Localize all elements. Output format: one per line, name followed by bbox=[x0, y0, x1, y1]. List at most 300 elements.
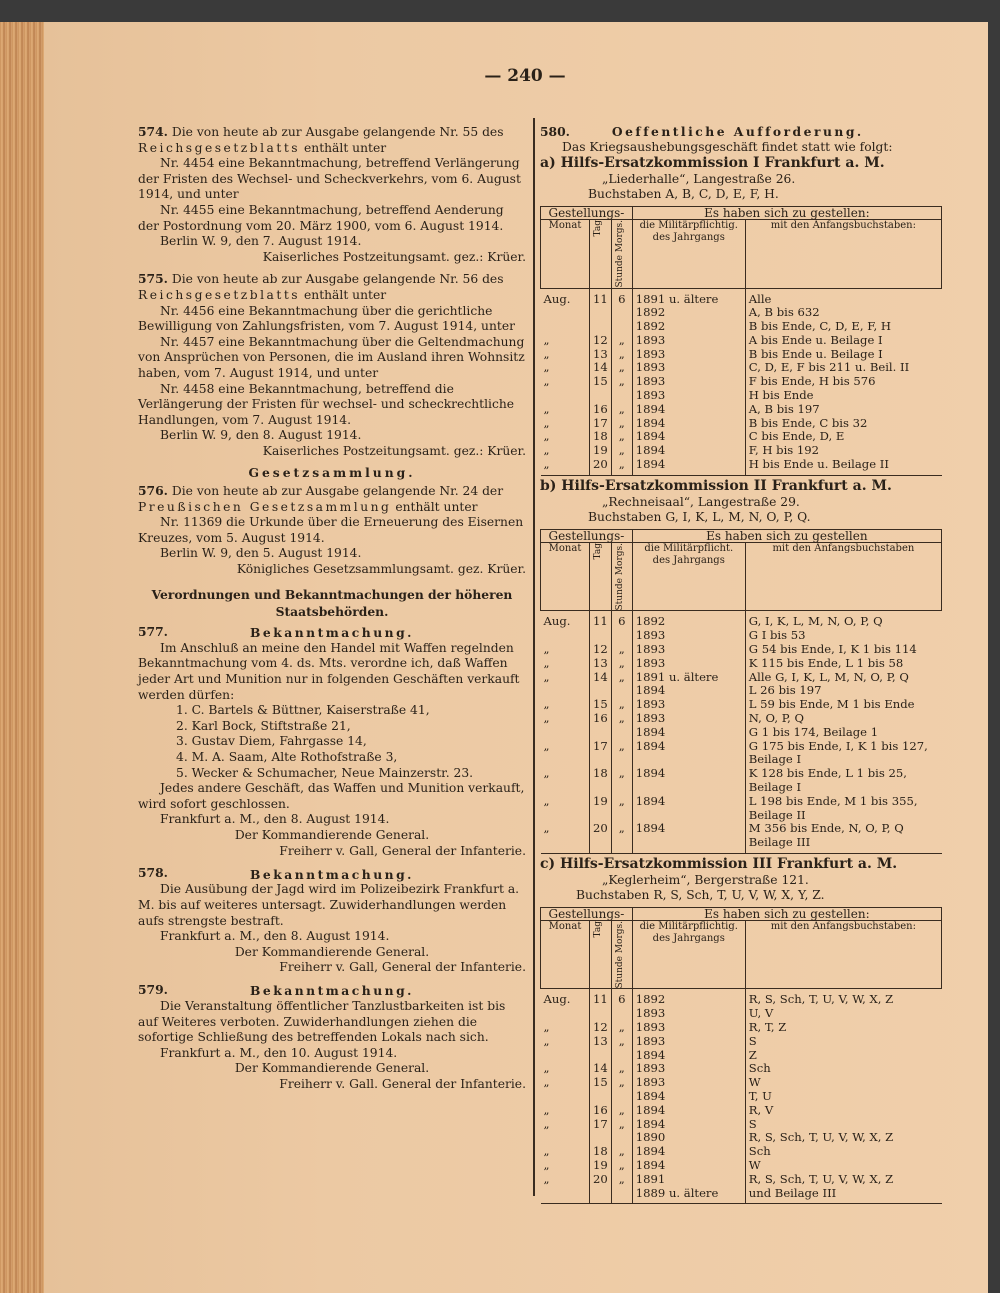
signature: Kaiserliches Postzeitungsamt. gez.: Krüer. bbox=[262, 249, 526, 264]
cell-buchstaben: N, O, P, Q bbox=[748, 710, 805, 725]
cell-monat: „ bbox=[541, 671, 590, 685]
cell-buchstaben: C bis Ende, D, E bbox=[748, 429, 845, 444]
cell-monat: „ bbox=[541, 1062, 590, 1076]
cell-monat: „ bbox=[541, 348, 590, 362]
section-577 bbox=[138, 624, 526, 860]
cell-buchstaben: B bis Ende u. Beilage I bbox=[748, 346, 883, 361]
table-row bbox=[541, 684, 942, 698]
cell-buchstaben: K 115 bis Ende, L 1 bis 58 bbox=[748, 655, 904, 670]
cell-buchstaben: Alle G, I, K, L, M, N, O, P, Q bbox=[748, 669, 909, 684]
cell-tag: 12 bbox=[590, 334, 612, 348]
cell-stunde: „ bbox=[611, 712, 632, 726]
cell-jahrgang: 1892 bbox=[632, 611, 745, 629]
cell-monat bbox=[541, 629, 590, 643]
right-column bbox=[540, 124, 942, 1206]
cell-stunde bbox=[611, 629, 632, 643]
source-title: Reichsgesetzblatts bbox=[138, 140, 301, 155]
cell-stunde bbox=[611, 1131, 632, 1145]
cell-monat bbox=[541, 684, 590, 698]
cell-tag: 17 bbox=[590, 1118, 612, 1132]
cell-stunde: „ bbox=[611, 1021, 632, 1035]
cell-stunde: „ bbox=[611, 1104, 632, 1118]
cell-tag: 19 bbox=[590, 444, 612, 458]
header-tag: Tag bbox=[593, 220, 603, 237]
cell-tag bbox=[590, 1007, 612, 1021]
table-row bbox=[541, 1159, 942, 1173]
place-date: Berlin W. 9, den 7. August 1914. bbox=[160, 234, 362, 249]
header-haben: Es haben sich zu gestellen: bbox=[632, 207, 941, 220]
cell-jahrgang: 1894 bbox=[632, 458, 745, 475]
place-date: Berlin W. 9, den 8. August 1914. bbox=[160, 428, 362, 443]
cell-jahrgang: 1893 bbox=[632, 698, 745, 712]
section-number: 574. bbox=[138, 124, 168, 139]
cell-jahrgang: 1893 bbox=[632, 1021, 745, 1035]
cell-monat: Aug. bbox=[541, 989, 590, 1007]
cell-jahrgang: 1893 bbox=[632, 1007, 745, 1021]
cell-stunde: „ bbox=[611, 1159, 632, 1173]
header-stunde: Stunde Morgs. bbox=[614, 542, 625, 611]
table-row bbox=[541, 767, 942, 795]
cell-buchstaben: U, V bbox=[748, 1006, 774, 1021]
cell-jahrgang: 1893 bbox=[632, 657, 745, 671]
cell-tag: 12 bbox=[590, 1021, 612, 1035]
cell-buchstaben: A, B bis 632 bbox=[748, 305, 820, 320]
cell-stunde: „ bbox=[611, 795, 632, 823]
cell-buchstaben: R, V bbox=[748, 1102, 774, 1117]
cell-buchstaben: Sch bbox=[748, 1144, 771, 1159]
cell-tag: 18 bbox=[590, 767, 612, 795]
cell-stunde: 6 bbox=[611, 989, 632, 1007]
cell-tag bbox=[590, 1187, 612, 1204]
table-row bbox=[541, 334, 942, 348]
cell-jahrgang: 1894 bbox=[632, 1145, 745, 1159]
cell-stunde bbox=[611, 1187, 632, 1204]
cell-monat: „ bbox=[541, 1145, 590, 1159]
cell-stunde: „ bbox=[611, 643, 632, 657]
cell-monat bbox=[541, 1131, 590, 1145]
place-date: Frankfurt a. M., den 8. August 1914. bbox=[160, 812, 390, 827]
cell-monat: „ bbox=[541, 375, 590, 389]
cell-jahrgang: 1893 bbox=[632, 1076, 745, 1090]
cell-buchstaben: M 356 bis Ende, N, O, P, Q Beilage III bbox=[745, 822, 941, 853]
section-number: 575. bbox=[138, 271, 168, 287]
cell-tag: 18 bbox=[590, 430, 612, 444]
table-row bbox=[541, 417, 942, 431]
table-row bbox=[541, 389, 942, 403]
table-row bbox=[541, 1104, 942, 1118]
table-row bbox=[541, 288, 942, 306]
header-gestellungs: Gestellungs- bbox=[541, 529, 633, 542]
header-gestellungs: Gestellungs- bbox=[541, 207, 633, 220]
section-title: Bekanntmachung. bbox=[250, 625, 414, 641]
section-number: 578. bbox=[138, 865, 168, 881]
section-number: 577. bbox=[138, 623, 168, 639]
section-intro: Das Kriegsaushebungsgeschäft findet statt wie folgt: bbox=[562, 140, 893, 154]
office: Der Kommandierende General. bbox=[234, 1061, 430, 1076]
table-commission-a bbox=[540, 206, 942, 476]
section-574 bbox=[138, 124, 526, 265]
cell-buchstaben: B bis Ende, C, D, E, F, H bbox=[748, 319, 891, 334]
table-row bbox=[541, 1049, 942, 1063]
cell-jahrgang: 1894 bbox=[632, 1090, 745, 1104]
cell-monat: Aug. bbox=[541, 288, 590, 306]
cell-monat bbox=[541, 306, 590, 320]
cell-stunde: „ bbox=[611, 1035, 632, 1049]
table-body-b bbox=[541, 611, 942, 854]
table-row bbox=[541, 348, 942, 362]
cell-buchstaben: R, T, Z bbox=[748, 1020, 787, 1034]
cell-jahrgang: 1894 bbox=[632, 684, 745, 698]
section-title: Bekanntmachung. bbox=[250, 983, 414, 999]
signature: Freiherr v. Gall, General der Infanterie. bbox=[279, 960, 526, 975]
section-575 bbox=[138, 271, 526, 459]
list-item: 4. M. A. Saam, Alte Rothofstraße 3, bbox=[176, 749, 398, 764]
cell-tag: 14 bbox=[590, 671, 612, 685]
cell-buchstaben: R, S, Sch, T, U, V, W, X, Z bbox=[748, 1130, 894, 1145]
cell-tag: 11 bbox=[590, 989, 612, 1007]
section-intro: Die von heute ab zur Ausgabe gelangende Nr. 55 des bbox=[171, 125, 504, 139]
table-row bbox=[541, 361, 942, 375]
cell-buchstaben: S bbox=[748, 1033, 757, 1048]
cell-buchstaben: F, H bis 192 bbox=[748, 443, 820, 458]
cell-jahrgang: 1893 bbox=[632, 712, 745, 726]
cell-buchstaben: S bbox=[748, 1116, 757, 1131]
cell-jahrgang: 1891 bbox=[632, 1173, 745, 1187]
cell-stunde bbox=[611, 306, 632, 320]
item-text: Nr. 11369 die Urkunde über die Erneuerung des Eisernen Kreuzes, vom 5. August 1914. bbox=[138, 515, 524, 545]
header-buchstaben: mit den Anfangsbuchstaben: bbox=[745, 920, 941, 989]
cell-stunde: „ bbox=[611, 1145, 632, 1159]
table-row bbox=[541, 1062, 942, 1076]
cell-monat: „ bbox=[541, 1173, 590, 1187]
cell-stunde bbox=[611, 1007, 632, 1021]
section-intro: Die von heute ab zur Ausgabe gelangende Nr. 24 der bbox=[171, 484, 504, 499]
section-title: Bekanntmachung. bbox=[250, 866, 414, 882]
cell-tag bbox=[590, 389, 612, 403]
cell-stunde bbox=[611, 684, 632, 698]
table-row bbox=[541, 1173, 942, 1187]
cell-monat: „ bbox=[541, 698, 590, 712]
cell-monat bbox=[541, 389, 590, 403]
section-579 bbox=[138, 982, 526, 1093]
cell-monat: „ bbox=[541, 767, 590, 795]
table-commission-c bbox=[540, 907, 942, 1204]
cell-stunde: „ bbox=[611, 348, 632, 362]
commission-c-place: „Keglerheim“, Bergerstraße 121. bbox=[602, 872, 809, 887]
section-title: Oeffentliche Aufforderung. bbox=[611, 124, 864, 139]
cell-buchstaben: H bis Ende u. Beilage II bbox=[745, 458, 941, 475]
table-row bbox=[541, 1090, 942, 1104]
table-row bbox=[541, 795, 942, 823]
cell-tag: 15 bbox=[590, 1076, 612, 1090]
cell-tag bbox=[590, 320, 612, 334]
cell-monat: „ bbox=[541, 822, 590, 853]
cell-monat: „ bbox=[541, 1076, 590, 1090]
cell-jahrgang: 1894 bbox=[632, 1159, 745, 1173]
cell-tag: 14 bbox=[590, 361, 612, 375]
cell-jahrgang: 1893 bbox=[632, 334, 745, 348]
cell-buchstaben: W bbox=[748, 1075, 761, 1090]
table-row bbox=[541, 1076, 942, 1090]
cell-monat: „ bbox=[541, 1035, 590, 1049]
cell-monat: „ bbox=[541, 795, 590, 823]
item-text: Nr. 4458 eine Bekanntmachung, betreffend die Verlängerung der Fristen für wechsel- und scheckrechtliche Handlungen, vom 7. August 1914. bbox=[138, 381, 515, 427]
cell-tag: 14 bbox=[590, 1062, 612, 1076]
header-gestellungs: Gestellungs- bbox=[541, 907, 633, 920]
cell-tag: 16 bbox=[590, 1104, 612, 1118]
cell-tag: 17 bbox=[590, 740, 612, 768]
table-row bbox=[541, 822, 942, 853]
header-jahrgang: die Militärpflichtig. des Jahrgangs bbox=[632, 920, 745, 989]
cell-tag: 13 bbox=[590, 1035, 612, 1049]
cell-tag bbox=[590, 306, 612, 320]
list-item: 5. Wecker & Schumacher, Neue Mainzerstr. 23. bbox=[176, 765, 474, 780]
signature: Königliches Gesetzsammlungsamt. gez. Krüer. bbox=[236, 562, 526, 577]
cell-tag: 15 bbox=[590, 698, 612, 712]
cell-tag: 19 bbox=[590, 1159, 612, 1173]
table-row bbox=[541, 1035, 942, 1049]
cell-buchstaben: und Beilage III bbox=[745, 1187, 941, 1204]
cell-jahrgang: 1894 bbox=[632, 822, 745, 853]
page-number: — 240 — bbox=[484, 66, 566, 86]
cell-stunde: „ bbox=[611, 740, 632, 768]
cell-tag: 20 bbox=[590, 822, 612, 853]
cell-monat: „ bbox=[541, 430, 590, 444]
cell-jahrgang: 1889 u. ältere bbox=[632, 1187, 745, 1204]
cell-buchstaben: G, I, K, L, M, N, O, P, Q bbox=[748, 614, 883, 629]
table-row bbox=[541, 698, 942, 712]
table-row bbox=[541, 1118, 942, 1132]
cell-stunde: „ bbox=[611, 1062, 632, 1076]
section-intro-tail: enthält unter bbox=[395, 499, 478, 514]
cell-tag: 11 bbox=[590, 611, 612, 629]
cell-buchstaben: A, B bis 197 bbox=[748, 401, 820, 416]
commission-b-letters: Buchstaben G, I, K, L, M, N, O, P, Q. bbox=[588, 509, 811, 524]
cell-monat: Aug. bbox=[541, 611, 590, 629]
cell-monat: „ bbox=[541, 417, 590, 431]
table-row bbox=[541, 712, 942, 726]
cell-tag: 18 bbox=[590, 1145, 612, 1159]
item-text: Nr. 4457 eine Bekanntmachung über die Geltendmachung von Ansprüchen von Personen, die im Ausland ihren Wohnsitz haben, vom 7. August 1914, und unter bbox=[138, 334, 525, 380]
table-row bbox=[541, 657, 942, 671]
section-text: Die Veranstaltung öffentlicher Tanzlustbarkeiten ist bis auf Weiteres verboten. Zuwiderhandlungen ziehen die sofortige Schließung des betreffenden Lokals nach sich. bbox=[138, 999, 506, 1045]
table-commission-b bbox=[540, 529, 942, 854]
heading-verordnungen: Verordnungen und Bekanntmachungen der höheren Staatsbehörden. bbox=[151, 586, 513, 619]
signature: Freiherr v. Gall, General der Infanterie. bbox=[279, 843, 526, 858]
header-stunde: Stunde Morgs. bbox=[614, 920, 625, 989]
header-haben: Es haben sich zu gestellen bbox=[632, 529, 941, 542]
section-578 bbox=[138, 865, 526, 976]
cell-jahrgang: 1894 bbox=[632, 430, 745, 444]
column-divider bbox=[533, 118, 535, 1196]
section-intro-tail: enthält unter bbox=[304, 287, 387, 302]
section-576 bbox=[138, 483, 526, 578]
cell-buchstaben: W bbox=[748, 1157, 761, 1172]
cell-buchstaben: C, D, E, F bis 211 u. Beil. II bbox=[748, 360, 910, 375]
cell-jahrgang: 1893 bbox=[632, 361, 745, 375]
table-row bbox=[541, 375, 942, 389]
cell-stunde: „ bbox=[611, 657, 632, 671]
cell-tag bbox=[590, 1131, 612, 1145]
cell-monat bbox=[541, 1090, 590, 1104]
cell-monat: „ bbox=[541, 458, 590, 475]
signature: Freiherr v. Gall. General der Infanterie. bbox=[279, 1077, 526, 1092]
cell-jahrgang: 1894 bbox=[632, 1049, 745, 1063]
cell-buchstaben: G I bis 53 bbox=[748, 628, 806, 643]
table-row bbox=[541, 1145, 942, 1159]
section-text: Jedes andere Geschäft, das Waffen und Munition verkauft, wird sofort geschlossen. bbox=[138, 781, 525, 811]
table-row bbox=[541, 989, 942, 1007]
cell-jahrgang: 1891 u. ältere bbox=[632, 671, 745, 685]
table-body-c bbox=[541, 989, 942, 1204]
table-row bbox=[541, 740, 942, 768]
cell-monat: „ bbox=[541, 712, 590, 726]
cell-jahrgang: 1892 bbox=[632, 989, 745, 1007]
section-intro-tail: enthält unter bbox=[304, 140, 387, 155]
cell-stunde: „ bbox=[611, 375, 632, 389]
cell-tag: 15 bbox=[590, 375, 612, 389]
cell-monat bbox=[541, 1049, 590, 1063]
cell-stunde: „ bbox=[611, 430, 632, 444]
cell-tag: 19 bbox=[590, 795, 612, 823]
cell-tag: 20 bbox=[590, 458, 612, 475]
cell-buchstaben: K 128 bis Ende, L 1 bis 25, Beilage I bbox=[748, 766, 907, 794]
cell-stunde: „ bbox=[611, 671, 632, 685]
cell-stunde: „ bbox=[611, 698, 632, 712]
cell-buchstaben: T, U bbox=[748, 1088, 772, 1103]
cell-monat bbox=[541, 726, 590, 740]
commission-a-title: a) Hilfs-Ersatzkommission I Frankfurt a. M. bbox=[540, 155, 885, 171]
table-row bbox=[541, 458, 942, 475]
cell-buchstaben: G 1 bis 174, Beilage 1 bbox=[748, 724, 879, 739]
cell-tag: 16 bbox=[590, 712, 612, 726]
cell-monat bbox=[541, 320, 590, 334]
cell-tag: 17 bbox=[590, 417, 612, 431]
cell-monat: „ bbox=[541, 1118, 590, 1132]
cell-monat: „ bbox=[541, 740, 590, 768]
table-row bbox=[541, 403, 942, 417]
header-monat: Monat bbox=[541, 220, 590, 289]
table-row bbox=[541, 1131, 942, 1145]
source-title: Preußischen Gesetzsammlung bbox=[138, 499, 392, 514]
cell-buchstaben: Sch bbox=[748, 1061, 771, 1076]
cell-buchstaben: Alle bbox=[748, 291, 772, 306]
cell-stunde bbox=[611, 320, 632, 334]
cell-tag bbox=[590, 1090, 612, 1104]
place-date: Frankfurt a. M., den 8. August 1914. bbox=[160, 929, 390, 944]
header-jahrgang: die Militärpflicht. des Jahrgangs bbox=[632, 542, 745, 611]
cell-jahrgang: 1892 bbox=[632, 306, 745, 320]
section-number: 579. bbox=[138, 981, 168, 997]
table-row bbox=[541, 1187, 942, 1204]
cell-jahrgang: 1893 bbox=[632, 1062, 745, 1076]
cell-tag: 13 bbox=[590, 657, 612, 671]
cell-jahrgang: 1894 bbox=[632, 740, 745, 768]
office: Der Kommandierende General. bbox=[234, 827, 430, 842]
cell-stunde: „ bbox=[611, 458, 632, 475]
table-row bbox=[541, 671, 942, 685]
cell-buchstaben: L 26 bis 197 bbox=[748, 683, 822, 698]
place-date: Berlin W. 9, den 5. August 1914. bbox=[160, 546, 362, 561]
cell-stunde: „ bbox=[611, 334, 632, 348]
shop-list bbox=[138, 703, 526, 781]
section-number: 576. bbox=[138, 483, 168, 499]
cell-jahrgang: 1890 bbox=[632, 1131, 745, 1145]
cell-stunde: „ bbox=[611, 1118, 632, 1132]
section-number: 580. bbox=[540, 124, 570, 139]
cell-tag: 16 bbox=[590, 403, 612, 417]
cell-stunde: „ bbox=[611, 444, 632, 458]
cell-jahrgang: 1894 bbox=[632, 417, 745, 431]
cell-monat: „ bbox=[541, 1104, 590, 1118]
cell-monat: „ bbox=[541, 643, 590, 657]
cell-jahrgang: 1892 bbox=[632, 320, 745, 334]
item-text: Nr. 4456 eine Bekanntmachung über die gerichtliche Bewilligung von Zahlungsfristen, vom 7. August 1914, unter bbox=[138, 303, 515, 334]
cell-tag bbox=[590, 726, 612, 740]
table-row bbox=[541, 444, 942, 458]
cell-jahrgang: 1894 bbox=[632, 767, 745, 795]
cell-tag: 20 bbox=[590, 1173, 612, 1187]
table-row bbox=[541, 643, 942, 657]
cell-stunde: „ bbox=[611, 403, 632, 417]
cell-monat: „ bbox=[541, 1159, 590, 1173]
cell-jahrgang: 1894 bbox=[632, 726, 745, 740]
cell-stunde: „ bbox=[611, 417, 632, 431]
cell-stunde: „ bbox=[611, 1173, 632, 1187]
cell-stunde bbox=[611, 1049, 632, 1063]
place-date: Frankfurt a. M., den 10. August 1914. bbox=[160, 1045, 398, 1060]
table-row bbox=[541, 320, 942, 334]
header-monat: Monat bbox=[541, 920, 590, 989]
cell-stunde bbox=[611, 389, 632, 403]
header-jahrgang: die Militärpflichtig. des Jahrgangs bbox=[632, 220, 745, 289]
cell-buchstaben: G 175 bis Ende, I, K 1 bis 127, Beilage I bbox=[748, 738, 928, 767]
cell-jahrgang: 1894 bbox=[632, 1118, 745, 1132]
table-row bbox=[541, 726, 942, 740]
cell-buchstaben: Z bbox=[748, 1047, 757, 1062]
heading-gesetzsammlung: Gesetzsammlung. bbox=[248, 465, 416, 481]
cell-buchstaben: R, S, Sch, T, U, V, W, X, Z bbox=[748, 992, 894, 1007]
cell-buchstaben: H bis Ende bbox=[748, 388, 814, 403]
cell-buchstaben: F bis Ende, H bis 576 bbox=[748, 374, 876, 389]
source-title: Reichsgesetzblatts bbox=[138, 287, 301, 302]
table-row bbox=[541, 1007, 942, 1021]
cell-buchstaben: L 59 bis Ende, M 1 bis Ende bbox=[748, 697, 915, 712]
commission-a-place: „Liederhalle“, Langestraße 26. bbox=[602, 172, 796, 186]
cell-jahrgang: 1891 u. ältere bbox=[632, 288, 745, 306]
cell-tag bbox=[590, 629, 612, 643]
cell-stunde: 6 bbox=[611, 288, 632, 306]
cell-jahrgang: 1894 bbox=[632, 444, 745, 458]
commission-b-place: „Rechneisaal“, Langestraße 29. bbox=[602, 494, 800, 509]
section-text: Im Anschluß an meine den Handel mit Waffen regelnden Bekanntmachung vom 4. ds. Mts. verordne ich, daß Waffen jeder Art und Munition nur in folgenden Geschäften verkauft werden dürfen: bbox=[138, 640, 520, 702]
left-column bbox=[138, 124, 526, 1093]
list-item: 1. C. Bartels & Büttner, Kaiserstraße 41, bbox=[176, 703, 430, 718]
cell-jahrgang: 1893 bbox=[632, 348, 745, 362]
header-stunde: Stunde Morgs. bbox=[614, 220, 625, 288]
cell-jahrgang: 1893 bbox=[632, 375, 745, 389]
section-text: Die Ausübung der Jagd wird im Polizeibezirk Frankfurt a. M. bis auf weiteres untersagt. Zuwiderhandlungen werden aufs strengste bestraft. bbox=[138, 882, 520, 928]
cell-jahrgang: 1894 bbox=[632, 403, 745, 417]
commission-c-letters: Buchstaben R, S, Sch, T, U, V, W, X, Y, Z. bbox=[576, 887, 825, 902]
cell-monat: „ bbox=[541, 403, 590, 417]
cell-monat bbox=[541, 1187, 590, 1204]
cell-monat bbox=[541, 1007, 590, 1021]
cell-jahrgang: 1893 bbox=[632, 629, 745, 643]
book-spine bbox=[0, 22, 44, 1293]
cell-stunde: „ bbox=[611, 1076, 632, 1090]
commission-c-title: c) Hilfs-Ersatzkommission III Frankfurt a. M. bbox=[540, 855, 898, 872]
